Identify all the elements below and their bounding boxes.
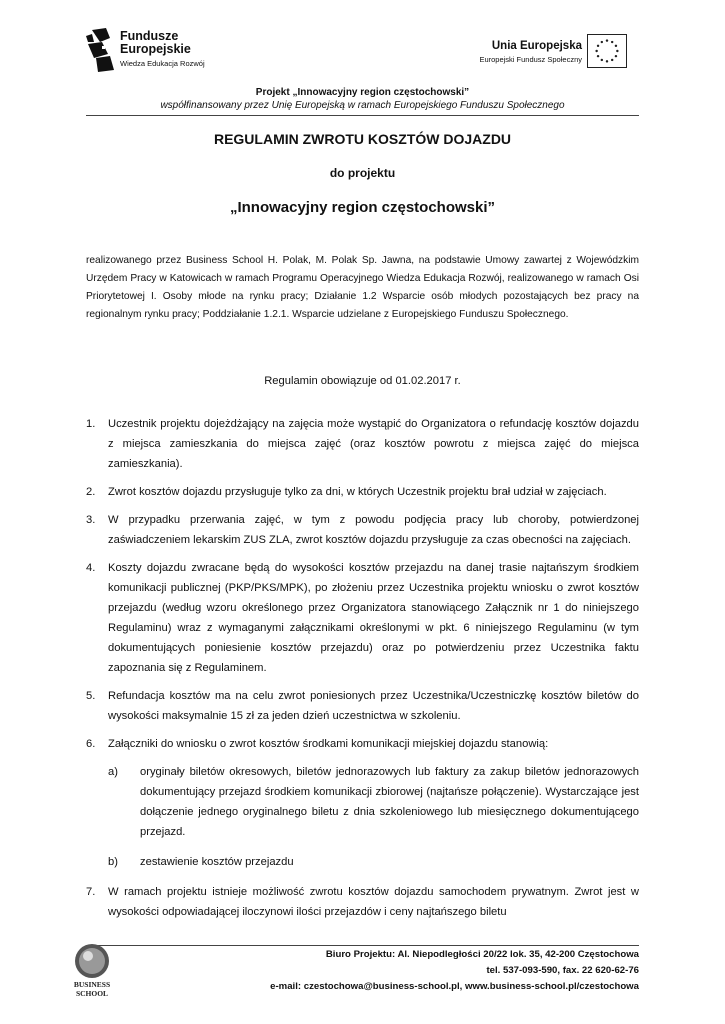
ue-logo bbox=[479, 34, 644, 74]
svg-text:SCHOOL: SCHOOL bbox=[75, 989, 109, 998]
document-title: REGULAMIN ZWROTU KOSZTÓW DOJAZDU bbox=[213, 131, 512, 147]
rule-item bbox=[86, 510, 639, 550]
rule-item bbox=[86, 734, 639, 872]
project-name: „Innowacyjny region częstochowski” bbox=[229, 199, 496, 216]
sub-item-text: oryginały biletów okresowych, biletów jednorazowych lub faktury za zakup biletów jednorazowych dokumentujący przejazd środkiem komunikacji zbiorowej (najtańsze połączenie). Wystarczające jest dołączenie jednego oryginalnego biletu z dnia szkoleniowego lub miesięcznego dokumentującego przejazd. bbox=[140, 766, 639, 838]
rule-item bbox=[86, 558, 639, 678]
rule-number: 1. bbox=[86, 418, 96, 430]
rules-list bbox=[86, 414, 639, 930]
business-school-logo-icon bbox=[68, 941, 116, 999]
rule-item bbox=[86, 882, 639, 922]
rule-number: 7. bbox=[86, 886, 96, 898]
rule-number: 2. bbox=[86, 486, 96, 498]
fundusze-europejskie-logo bbox=[86, 28, 246, 76]
fe-logo-icon bbox=[86, 28, 116, 72]
sub-item bbox=[108, 762, 639, 842]
fe-logo-line1: Fundusze bbox=[120, 29, 179, 43]
cofinance-line: współfinansowany przez Unię Europejską w ramach Europejskiego Funduszu Społecznego bbox=[160, 100, 565, 111]
sub-item-label: b) bbox=[108, 856, 118, 868]
rule-text: Załączniki do wniosku o zwrot kosztów środkami komunikacji miejskiej dojazdu stanowią: bbox=[108, 738, 549, 750]
rule-number: 6. bbox=[86, 738, 96, 750]
eu-flag-icon bbox=[587, 34, 627, 68]
rule-number: 5. bbox=[86, 690, 96, 702]
footer-address: Biuro Projektu: Al. Niepodległości 20/22 lok. 35, 42-200 Częstochowa bbox=[325, 949, 639, 960]
svg-text:BUSINESS: BUSINESS bbox=[73, 980, 111, 989]
header-divider bbox=[86, 115, 639, 116]
rule-number: 4. bbox=[86, 562, 96, 574]
rule-item bbox=[86, 686, 639, 726]
rule-number: 3. bbox=[86, 514, 96, 526]
footer-divider bbox=[86, 945, 639, 946]
rule-text: Zwrot kosztów dojazdu przysługuje tylko za dni, w których Uczestnik projektu brał udział w zajęciach. bbox=[108, 486, 607, 498]
ue-logo-line1: Unia Europejska bbox=[491, 40, 582, 52]
sub-item-text: zestawienie kosztów przejazdu bbox=[140, 856, 294, 868]
sub-item-label: a) bbox=[108, 766, 118, 778]
rule-text: W przypadku przerwania zajęć, w tym z powodu podjęcia pracy lub choroby, potwierdzonej zaświadczeniem lekarskim ZUS ZLA, zwrot kosztów dojazdu przysługuje za czas obecności na zajęciach. bbox=[108, 514, 639, 546]
rule-item bbox=[86, 482, 639, 502]
ue-logo-line2: Europejski Fundusz Społeczny bbox=[479, 55, 582, 64]
fe-logo-line3: Wiedza Edukacja Rozwój bbox=[120, 59, 205, 68]
project-line: Projekt „Innowacyjny region częstochowski” bbox=[255, 87, 470, 98]
fe-logo-line2: Europejskie bbox=[120, 42, 191, 56]
rule-6-sublist bbox=[108, 762, 639, 872]
validity-date: Regulamin obowiązuje od 01.02.2017 r. bbox=[264, 375, 461, 387]
sub-item bbox=[108, 852, 639, 872]
rule-text: Koszty dojazdu zwracane będą do wysokości kosztów przejazdu na danej trasie najtańszym środkiem komunikacji publicznej (PKP/PKS/MPK), po złożeniu przez Uczestnika projektu wniosku o zwrot kosztów przejazdu (według wzoru określonego przez Organizatora stanowiącego Załącznik nr 1 do niniejszego Regulaminu) wraz z wymaganymi załącznikami określonymi w pkt. 6 niniejszego Regulaminu (w tym dokumentujących poniesienie kosztów przejazdu) oraz po potwierdzeniu przez Uczestnika faktu zapoznania się z Regulaminem. bbox=[108, 562, 639, 674]
footer-contact: e-mail: czestochowa@business-school.pl, www.business-school.pl/czestochowa bbox=[270, 981, 639, 992]
intro-paragraph: realizowanego przez Business School H. Polak, M. Polak Sp. Jawna, na podstawie Umowy zawartej z Wojewódzkim Urzędem Pracy w Katowicach w ramach Programu Operacyjnego Wiedza Edukacja Rozwój, realizowanego w ramach Osi Priorytetowej I. Osoby młode na rynku pracy; Działanie 1.2 Wsparcie osób młodych pozostających bez pracy na regionalnym rynku pracy; Poddziałanie 1.2.1. Wsparcie udzielane z Europejskiego Funduszu Społecznego. bbox=[86, 255, 639, 320]
rule-text: Refundacja kosztów ma na celu zwrot poniesionych przez Uczestnika/Uczestniczkę kosztów biletów do wysokości maksymalnie 15 zł za jeden dzień uczestnictwa w szkoleniu. bbox=[108, 690, 639, 722]
document-subtitle: do projektu bbox=[329, 166, 396, 180]
footer-phone: tel. 537-093-590, fax. 22 620-62-76 bbox=[486, 965, 639, 976]
rule-item bbox=[86, 414, 639, 474]
rule-text: W ramach projektu istnieje możliwość zwrotu kosztów dojazdu samochodem prywatnym. Zwrot jest w wysokości odpowiadającej iloczynowi ilości przejazdów i ceny najtańszego biletu bbox=[108, 886, 639, 918]
rule-text: Uczestnik projektu dojeżdżający na zajęcia może wystąpić do Organizatora o refundację kosztów dojazdu z miejsca zamieszkania do miejsca zajęć (oraz kosztów powrotu z miejsca zajęć do miejsca zamieszkania). bbox=[108, 418, 639, 470]
